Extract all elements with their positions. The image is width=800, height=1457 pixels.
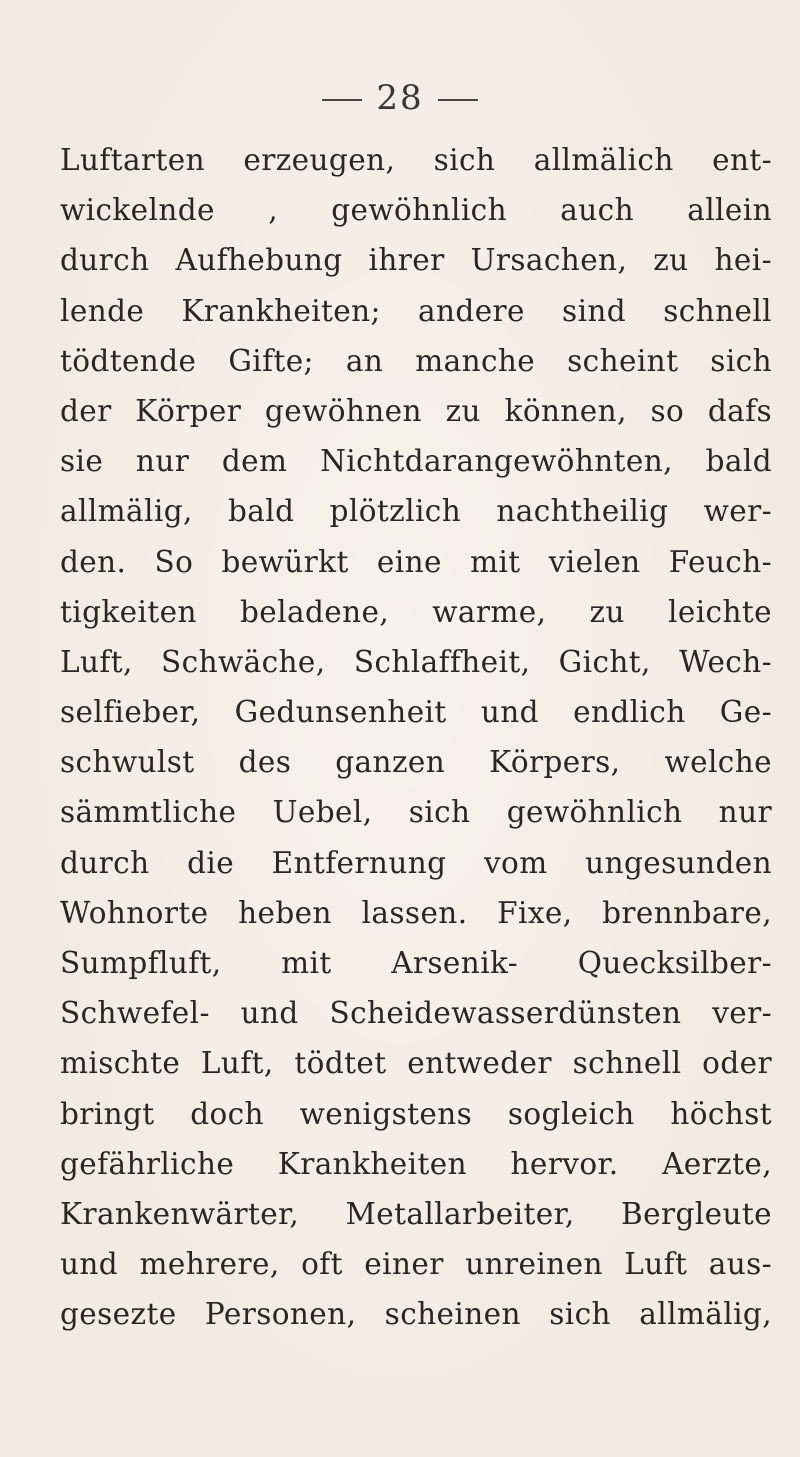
text-line: der Körper gewöhnen zu können, so dafs (60, 393, 772, 428)
text-line: Sumpfluft, mit Arsenik- Quecksilber- (60, 946, 772, 980)
text-line: Luftarten erzeugen, sich allmälich ent- (60, 143, 772, 177)
text-line: Schwefel- und Scheidewasserdünsten ver- (60, 996, 772, 1031)
text-line: bringt doch wenigstens sogleich höchst (60, 1096, 772, 1131)
page-number: 28 (376, 78, 424, 118)
text-line: und mehrere, oft einer unreinen Luft aus- (60, 1247, 772, 1282)
text-line: durch Aufhebung ihrer Ursachen, zu hei- (60, 243, 772, 278)
text-line: allmälig, bald plötzlich nachtheilig wer- (60, 494, 772, 529)
text-line: sie nur dem Nichtdarangewöhnten, bald (60, 444, 772, 479)
header-dash-right (438, 99, 478, 101)
text-line: Wohnorte heben lassen. Fixe, brennbare, (60, 895, 772, 930)
text-line: gefährliche Krankheiten hervor. Aerzte, (60, 1146, 772, 1181)
text-line: selfieber, Gedunsenheit und endlich Ge- (60, 695, 772, 730)
text-line: sämmtliche Uebel, sich gewöhnlich nur (60, 795, 772, 830)
text-line: tödtende Gifte; an manche scheint sich (60, 343, 772, 378)
text-line: Krankenwärter, Metallarbeiter, Bergleute (60, 1196, 772, 1231)
text-line: durch die Entfernung vom ungesunden (60, 845, 772, 880)
header-dash-left (322, 99, 362, 101)
text-line: den. So bewürkt eine mit vielen Feuch- (60, 544, 772, 579)
text-line: schwulst des ganzen Körpers, welche (60, 745, 772, 780)
page-header (0, 78, 800, 118)
body-text (60, 135, 772, 1340)
text-line: lende Krankheiten; andere sind schnell (60, 293, 772, 328)
text-line: gesezte Personen, scheinen sich allmälig, (60, 1297, 772, 1332)
text-line: tigkeiten beladene, warme, zu leichte (60, 594, 772, 629)
text-line: wickelnde , gewöhnlich auch allein (60, 193, 772, 228)
text-line: Luft, Schwäche, Schlaffheit, Gicht, Wech- (60, 644, 772, 679)
text-line: mischte Luft, tödtet entweder schnell oder (60, 1046, 772, 1081)
